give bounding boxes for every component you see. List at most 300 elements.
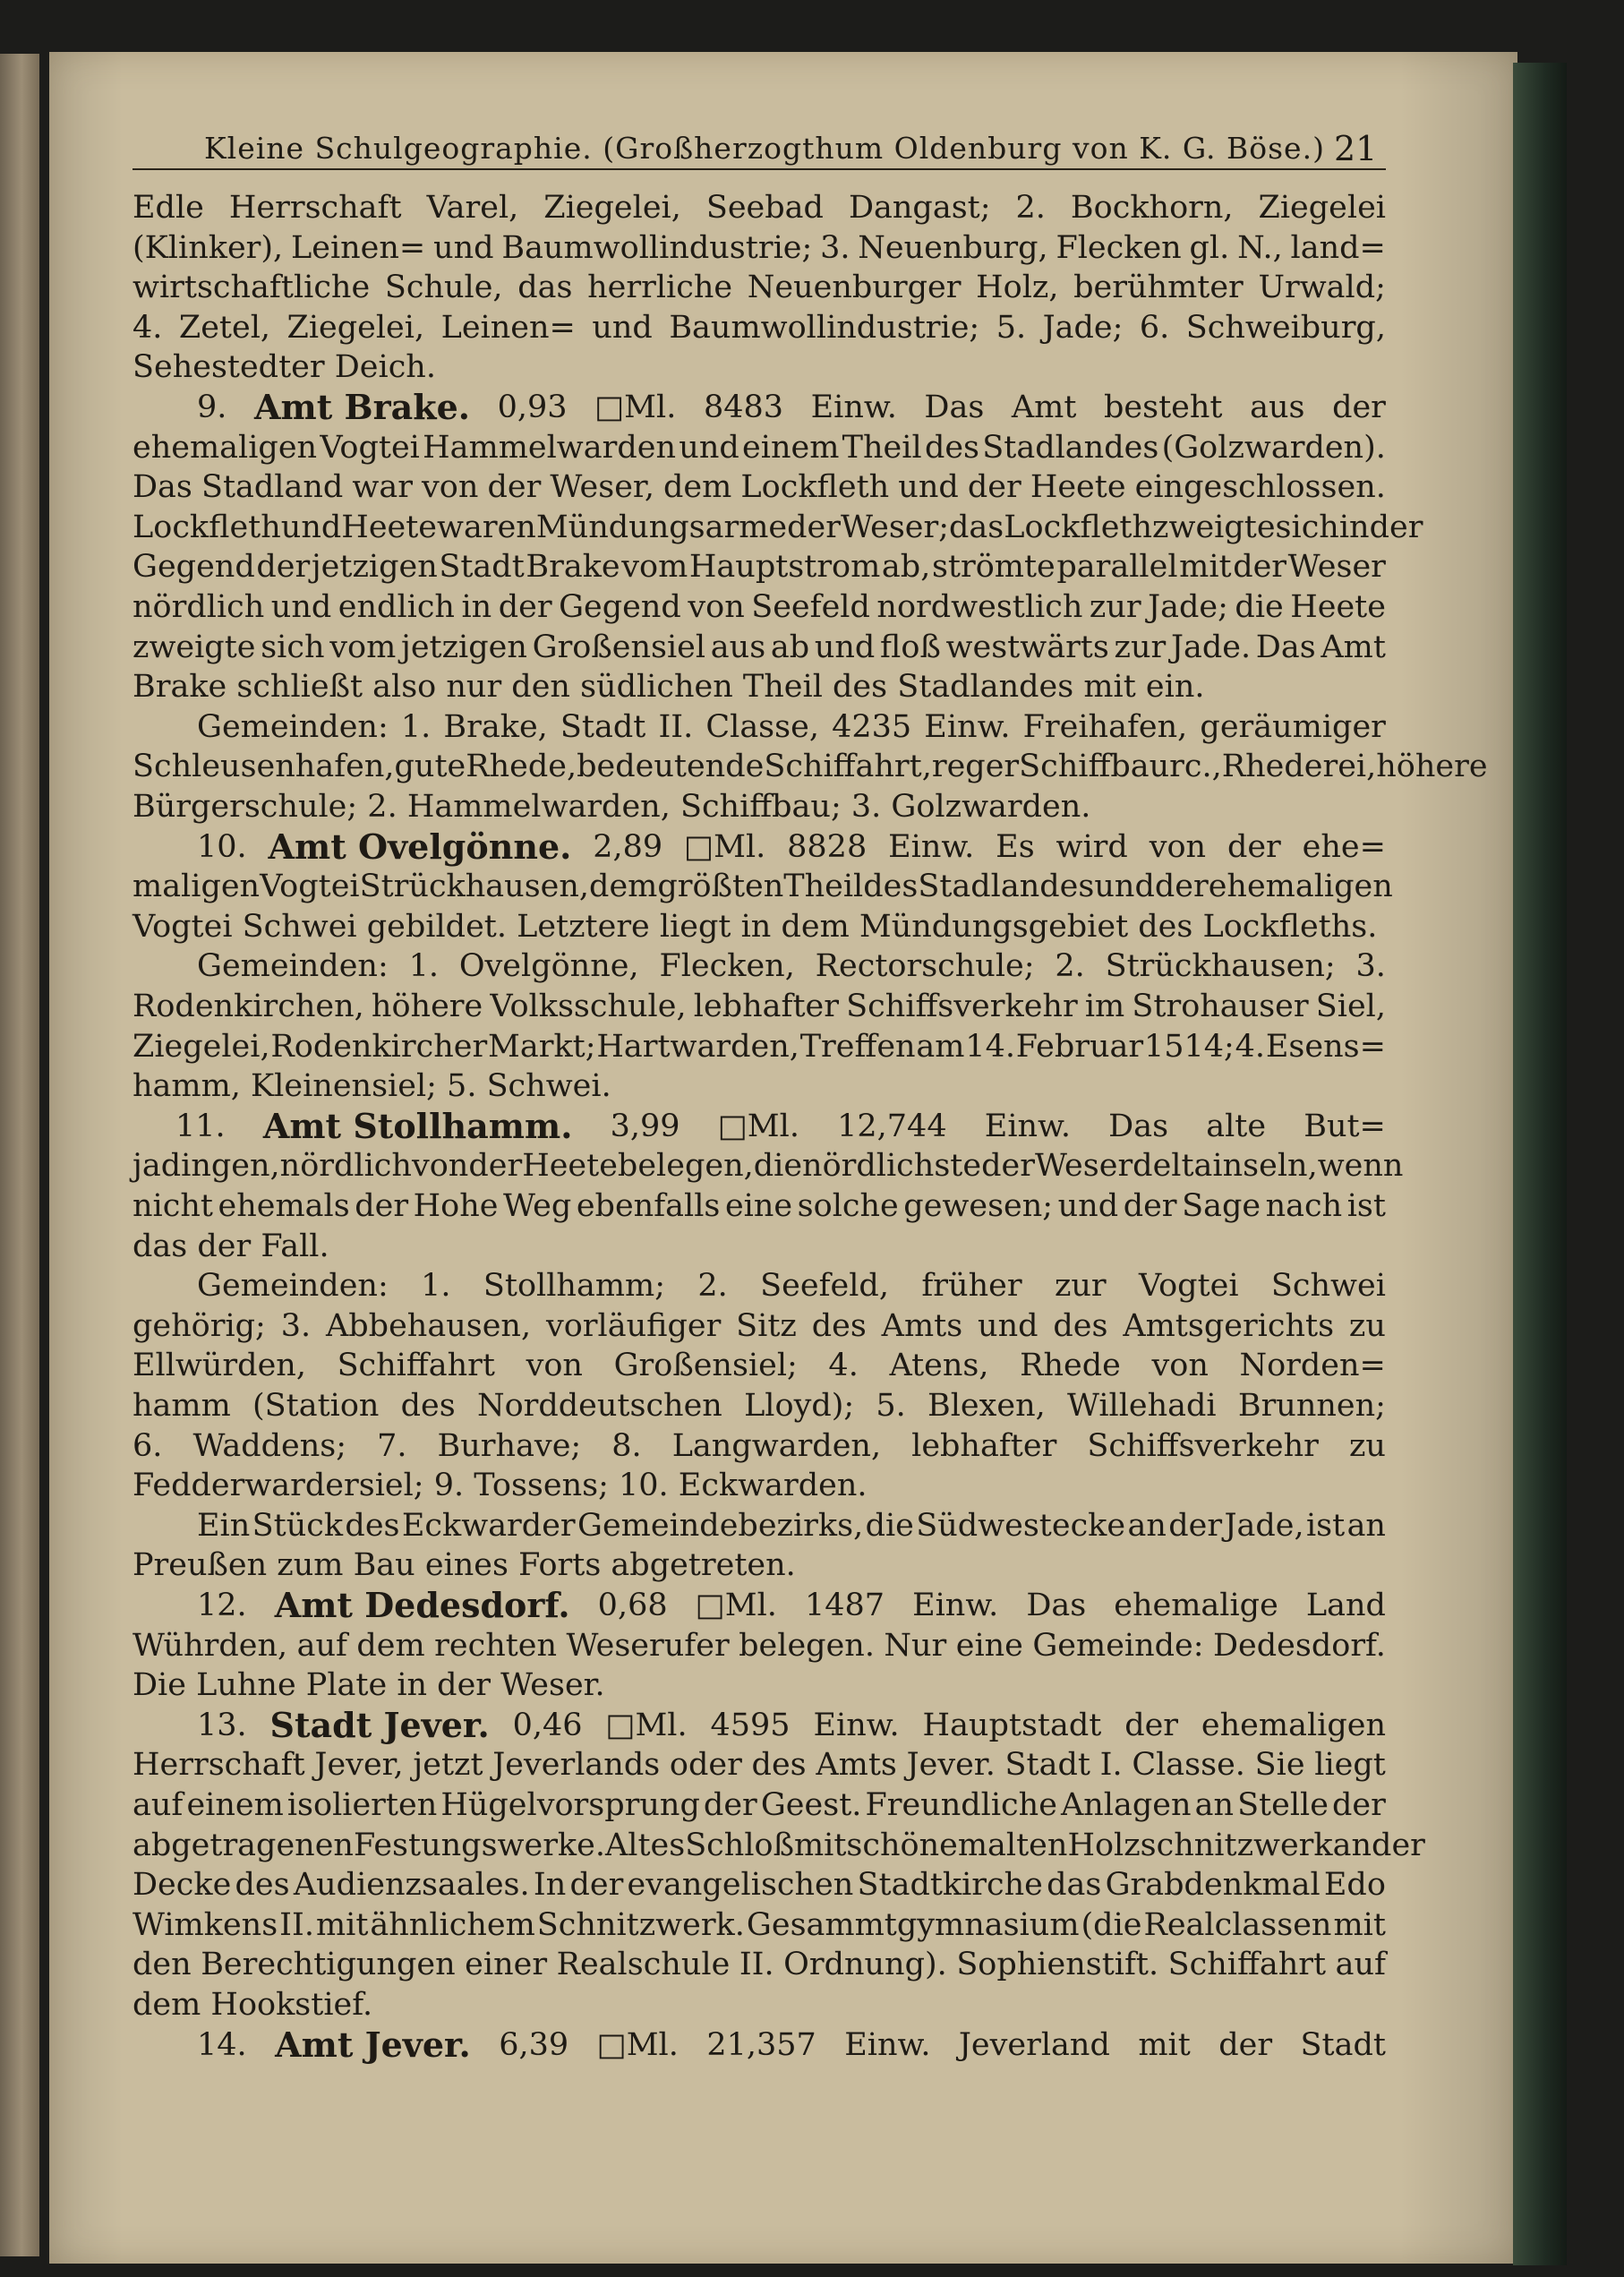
word: Herrschaft xyxy=(228,190,402,226)
word: Rodenkirchen, xyxy=(132,989,364,1024)
word: Seefeld xyxy=(751,589,870,625)
text-line xyxy=(132,667,1386,706)
word: Jever, xyxy=(314,1747,404,1784)
word: Gemeinde: xyxy=(1032,1627,1204,1664)
word: 14. xyxy=(965,1028,1015,1065)
word: Berechtigungen xyxy=(201,1947,456,1983)
word: ähnlichem xyxy=(370,1906,535,1943)
word: Schiffsverkehr xyxy=(1087,1427,1319,1464)
word: Ovelgönne, xyxy=(458,948,639,985)
word: Schwei xyxy=(1270,1268,1386,1305)
word: Lockfleth xyxy=(1004,509,1153,545)
word: nordwestlich xyxy=(876,589,1083,625)
word: Strückhausen; xyxy=(1105,948,1336,985)
word: größten xyxy=(657,869,784,905)
word: Schnitzwerk. xyxy=(536,1906,745,1943)
word: nicht xyxy=(132,1188,213,1224)
word: mit xyxy=(793,1827,847,1863)
word: an xyxy=(1332,1827,1372,1863)
word: von xyxy=(1151,1348,1209,1384)
word: Ein xyxy=(197,1507,251,1544)
word: Vogtei xyxy=(1139,1268,1239,1305)
word: jetzigen xyxy=(400,629,527,665)
word: westwärts xyxy=(945,629,1109,665)
word: wird xyxy=(1056,828,1128,865)
word: mit xyxy=(315,1906,369,1943)
word: gute xyxy=(394,749,466,785)
word: Treffen xyxy=(799,1028,916,1065)
book-page xyxy=(49,52,1517,2264)
text-line xyxy=(132,747,1488,786)
word: Februar xyxy=(1015,1028,1144,1065)
text-line xyxy=(132,428,1386,467)
word: im xyxy=(1084,989,1125,1024)
word: Hauptstadt xyxy=(922,1707,1102,1743)
word: I. xyxy=(1099,1747,1123,1784)
word: und xyxy=(978,1307,1039,1344)
word: von xyxy=(411,1148,469,1185)
word: gewesen; xyxy=(903,1188,1054,1224)
word: Heete xyxy=(1030,469,1126,506)
word: Classe. xyxy=(1132,1747,1245,1784)
word: belegen. xyxy=(739,1627,875,1664)
word: einer xyxy=(465,1947,548,1983)
word: hamm xyxy=(132,1388,231,1424)
word: das xyxy=(1047,1867,1102,1904)
word: jetzt xyxy=(413,1747,483,1784)
word: Südwestecke xyxy=(916,1507,1126,1544)
word: 4235 xyxy=(832,708,912,745)
word: 14. xyxy=(197,2026,247,2063)
word: der xyxy=(1168,1507,1223,1544)
word: (Station xyxy=(252,1388,380,1424)
word: Classe, xyxy=(705,708,819,745)
text-line xyxy=(132,1945,1386,1984)
word: der xyxy=(569,1867,624,1904)
word: zur xyxy=(1054,1268,1107,1305)
word: auf xyxy=(1335,1947,1386,1983)
word: von xyxy=(1149,828,1207,865)
word: □Ml. xyxy=(695,1588,777,1623)
text-line xyxy=(132,1027,1386,1066)
text-line xyxy=(132,188,1386,227)
word: Heete xyxy=(341,509,438,545)
word: Wührden, xyxy=(132,1627,288,1664)
word: belegen, xyxy=(617,1148,754,1185)
word: eine xyxy=(955,1627,1023,1664)
word: nördlich xyxy=(132,589,265,625)
word: Amt xyxy=(1011,389,1077,425)
word: mit xyxy=(1179,549,1232,586)
word: Siel, xyxy=(1315,989,1386,1024)
word: Neuenburger xyxy=(747,270,962,306)
word: Fedderwardersiel; 9. Tossens; 10. Eckwarden. xyxy=(132,1468,868,1504)
text-line xyxy=(132,1626,1386,1665)
word: Großensiel xyxy=(532,629,706,665)
word: der xyxy=(1227,828,1281,865)
word: Willehadi xyxy=(1066,1388,1217,1424)
text-line xyxy=(132,1905,1386,1945)
word: Neuenburg, xyxy=(858,229,1048,266)
word: Vogtei xyxy=(320,429,420,466)
word: der xyxy=(468,1148,523,1185)
word: Flecken xyxy=(1056,229,1182,266)
word: Amt Jever. xyxy=(275,2024,471,2065)
word: und xyxy=(1057,1188,1119,1224)
word: der xyxy=(1332,389,1386,425)
word: Stadlandes xyxy=(982,429,1159,466)
text-line xyxy=(132,268,1386,307)
word: 1487 xyxy=(804,1588,885,1623)
word: □Ml. xyxy=(717,1108,799,1144)
word: isolierten xyxy=(286,1787,438,1823)
word: Stelle xyxy=(1237,1787,1329,1823)
word: Sitz xyxy=(736,1307,797,1344)
word: reger xyxy=(931,749,1020,785)
word: Baumwollindustrie; xyxy=(669,309,980,346)
word: eine xyxy=(724,1188,793,1224)
word: Edle xyxy=(132,190,204,226)
word: von xyxy=(688,589,745,625)
word: endlich xyxy=(338,589,455,625)
word: jadingen, xyxy=(132,1148,280,1185)
word: 5. xyxy=(996,309,1027,346)
text-line xyxy=(132,587,1386,627)
word: Blexen, xyxy=(927,1388,1046,1424)
word: ehemaligen xyxy=(1208,869,1393,905)
word: Schweiburg, xyxy=(1185,309,1386,346)
text-line xyxy=(132,1665,1386,1705)
word: 10. xyxy=(197,828,247,865)
word: alten xyxy=(987,1827,1068,1863)
word: Ziegelei xyxy=(1258,190,1386,226)
word: Weserufer xyxy=(566,1627,730,1664)
word: höhere xyxy=(1376,749,1488,785)
text-line xyxy=(132,787,1386,826)
word: 5. xyxy=(876,1388,906,1424)
word: 0,93 xyxy=(497,389,568,425)
word: aus xyxy=(1250,389,1305,425)
word: 8. xyxy=(611,1427,642,1464)
word: Sophienstift. xyxy=(956,1947,1159,1983)
word: Rectorschule; xyxy=(815,948,1035,985)
word: Freundliche xyxy=(865,1787,1057,1823)
word: in xyxy=(1338,509,1370,545)
word: auf xyxy=(296,1627,347,1664)
text-line xyxy=(132,1346,1386,1385)
word: Stadt xyxy=(560,708,646,745)
word: früher xyxy=(921,1268,1022,1305)
word: Abbehausen, xyxy=(325,1307,532,1344)
word: und xyxy=(270,589,332,625)
word: Jeverlands xyxy=(492,1747,661,1784)
word: Vogtei xyxy=(260,869,360,905)
word: Brake schließt also nur den südlichen Theil des Stadlandes mit ein. xyxy=(132,669,1205,706)
word: □Ml. xyxy=(684,828,766,865)
word: 4. xyxy=(1235,1028,1266,1065)
word: 1. xyxy=(421,1268,451,1305)
word: Jade, xyxy=(1224,1507,1304,1544)
word: Das xyxy=(1026,1588,1087,1623)
word: Heete xyxy=(522,1148,618,1185)
word: ehemals xyxy=(218,1188,350,1224)
word: Stadtkirche xyxy=(857,1867,1043,1904)
word: 2,89 xyxy=(593,828,663,865)
word: Jade; xyxy=(1148,589,1228,625)
word: der xyxy=(487,469,542,506)
word: bedeutende xyxy=(577,749,765,785)
word: des xyxy=(811,1307,867,1344)
word: Heete xyxy=(1290,589,1386,625)
word: Das xyxy=(132,469,192,506)
word: II. xyxy=(739,1947,774,1983)
text-line xyxy=(132,1227,1386,1266)
word: 6,39 xyxy=(499,2026,569,2063)
word: Theil xyxy=(842,429,922,466)
word: hamm, Kleinensiel; 5. Schwei. xyxy=(132,1068,611,1105)
word: vom xyxy=(329,629,397,665)
word: Weg xyxy=(503,1188,572,1224)
text-line xyxy=(132,1785,1386,1825)
word: (die xyxy=(1081,1906,1142,1943)
word: der xyxy=(787,509,841,545)
word: Gegend xyxy=(132,549,255,586)
word: der xyxy=(1332,1787,1386,1823)
word: Strückhausen, xyxy=(359,869,590,905)
word: zweigte xyxy=(1152,509,1276,545)
word: nördlich xyxy=(279,1148,412,1185)
word: Flecken, xyxy=(659,948,795,985)
word: Ellwürden, xyxy=(132,1348,306,1384)
word: 0,46 xyxy=(512,1707,583,1743)
word: einem xyxy=(186,1787,284,1823)
word: Altes xyxy=(604,1827,686,1863)
word: jetzigen xyxy=(311,549,438,586)
word: Schiffbau xyxy=(1019,749,1170,785)
word: Lloyd); xyxy=(744,1388,855,1424)
word: Weserdeltainseln, xyxy=(1034,1148,1318,1185)
word: einem xyxy=(742,429,840,466)
word: am xyxy=(916,1028,965,1065)
word: Festungswerke. xyxy=(353,1827,605,1863)
word: rechten xyxy=(434,1627,558,1664)
word: (Golzwarden). xyxy=(1161,429,1386,466)
word: evangelischen xyxy=(627,1867,854,1904)
text-line xyxy=(132,1985,1386,2024)
word: Amts xyxy=(816,1747,897,1784)
word: 13. xyxy=(197,1707,247,1743)
word: Ziegelei, xyxy=(543,190,681,226)
word: 2. xyxy=(1055,948,1085,985)
word: Das xyxy=(1255,629,1316,665)
word: vorläufiger xyxy=(545,1307,722,1344)
word: des xyxy=(235,1867,290,1904)
word: Großensiel; xyxy=(613,1348,798,1384)
word: ist xyxy=(1305,1507,1346,1544)
word: des xyxy=(1053,1307,1108,1344)
text-line xyxy=(132,628,1386,667)
word: der xyxy=(355,1188,409,1224)
word: zur xyxy=(1114,629,1167,665)
word: 0,68 xyxy=(597,1588,668,1623)
word: geräumiger xyxy=(1200,708,1386,745)
word: Preußen zum Bau eines Forts abgetreten. xyxy=(132,1547,796,1584)
word: Nur xyxy=(884,1627,947,1664)
text-line xyxy=(132,1865,1386,1905)
word: Norddeutschen xyxy=(476,1388,722,1424)
word: Ordnung). xyxy=(783,1947,947,1983)
word: Gegend xyxy=(559,589,681,625)
word: Schloß xyxy=(685,1827,794,1863)
word: In xyxy=(533,1867,567,1904)
word: mit xyxy=(1138,2026,1191,2063)
word: wenn xyxy=(1317,1148,1404,1185)
word: gehörig; xyxy=(132,1307,266,1344)
word: 4. xyxy=(132,309,163,346)
word: Brake xyxy=(526,549,620,586)
word: ehe= xyxy=(1302,828,1386,865)
word: an xyxy=(1194,1787,1235,1823)
word: in xyxy=(461,589,492,625)
word: dem xyxy=(663,469,732,506)
word: nach xyxy=(1265,1188,1343,1224)
word: des xyxy=(751,1747,807,1784)
word: Hohe xyxy=(413,1188,499,1224)
word: Mündungsarme xyxy=(535,509,788,545)
text-line xyxy=(132,1826,1425,1865)
text-line xyxy=(132,1706,1386,1745)
text-line xyxy=(132,1506,1386,1545)
word: N., xyxy=(1237,229,1283,266)
text-line xyxy=(132,467,1386,507)
word: wirtschaftliche xyxy=(132,270,371,306)
word: Weser xyxy=(1287,549,1386,586)
word: Einw. xyxy=(888,828,975,865)
word: Es xyxy=(996,828,1035,865)
word: Schule, xyxy=(384,270,503,306)
word: Holz, xyxy=(976,270,1059,306)
word: von xyxy=(526,1348,583,1384)
word: Hartwarden, xyxy=(596,1028,799,1065)
word: Sage xyxy=(1182,1188,1261,1224)
word: Das xyxy=(1108,1108,1169,1144)
word: 12. xyxy=(197,1588,247,1623)
word: Seefeld, xyxy=(760,1268,889,1305)
word: oder xyxy=(669,1747,742,1784)
word: 1. xyxy=(400,708,432,745)
word: Markt; xyxy=(488,1028,596,1065)
word: Bockhorn, xyxy=(1070,190,1234,226)
word: des xyxy=(345,1507,400,1544)
word: Rhederei, xyxy=(1221,749,1377,785)
word: und xyxy=(814,629,876,665)
word: sich xyxy=(1275,509,1339,545)
word: Gemeinden: xyxy=(197,948,389,985)
word: das der Fall. xyxy=(132,1228,329,1264)
word: Anlagen xyxy=(1060,1787,1192,1823)
word: Gemeindebezirks, xyxy=(577,1507,864,1544)
word: höhere xyxy=(371,989,483,1024)
word: die xyxy=(865,1507,914,1544)
word: 3,99 xyxy=(610,1108,680,1144)
word: Das xyxy=(924,389,985,425)
text-line xyxy=(132,1306,1386,1346)
text-line xyxy=(132,867,1393,906)
word: Lockfleth xyxy=(132,509,281,545)
text-line xyxy=(132,707,1386,747)
text-line xyxy=(132,987,1386,1026)
word: Einw. xyxy=(813,1707,900,1743)
word: 9. xyxy=(197,389,227,425)
word: aus xyxy=(710,629,766,665)
word: ehemalige xyxy=(1114,1588,1278,1623)
word: an xyxy=(1346,1507,1386,1544)
text-line xyxy=(132,347,1386,387)
word: Sehestedter Deich. xyxy=(132,349,436,386)
word: Decke xyxy=(132,1867,232,1904)
word: das xyxy=(949,509,1004,545)
word: Amt xyxy=(1321,629,1386,665)
word: 3. xyxy=(280,1307,312,1344)
word: des xyxy=(924,429,980,466)
word: floß xyxy=(880,629,941,665)
text-line xyxy=(132,1466,1386,1505)
word: Jever. xyxy=(906,1747,996,1784)
word: Einw. xyxy=(924,708,1011,745)
word: der xyxy=(1124,1707,1179,1743)
word: Dangast; xyxy=(848,190,991,226)
word: Hauptstrom xyxy=(688,549,881,586)
word: der xyxy=(703,1787,757,1823)
word: Esens= xyxy=(1265,1028,1386,1065)
word: Weser; xyxy=(840,509,950,545)
text-line xyxy=(132,1745,1386,1785)
word: Brake, xyxy=(443,708,548,745)
word: maligen xyxy=(132,869,261,905)
word: der xyxy=(1372,1827,1425,1863)
word: Atens, xyxy=(889,1348,989,1384)
word: von xyxy=(422,469,479,506)
word: war xyxy=(352,469,413,506)
word: der xyxy=(1233,549,1287,586)
word: Einw. xyxy=(810,389,897,425)
word: und xyxy=(679,429,739,466)
word: liegt xyxy=(1314,1747,1386,1784)
word: Geest. xyxy=(760,1787,862,1823)
word: Schleusenhafen, xyxy=(132,749,395,785)
word: schönem xyxy=(846,1827,988,1863)
word: an xyxy=(1127,1507,1167,1544)
word: Realclassen xyxy=(1143,1906,1332,1943)
word: Ziegelei, xyxy=(286,309,425,346)
word: rc., xyxy=(1169,749,1222,785)
word: Varel, xyxy=(426,190,519,226)
word: □Ml. xyxy=(596,2026,679,2063)
word: Wimkens xyxy=(132,1906,278,1943)
word: Burhave; xyxy=(437,1427,582,1464)
word: Waddens; xyxy=(192,1427,347,1464)
word: lebhafter xyxy=(911,1427,1057,1464)
word: und xyxy=(1094,869,1155,905)
word: Edo xyxy=(1323,1867,1386,1904)
word: Zetel, xyxy=(178,309,271,346)
previous-page-edge xyxy=(0,54,39,2256)
text-line xyxy=(132,547,1386,586)
word: solche xyxy=(797,1188,899,1224)
word: parallel xyxy=(1056,549,1178,586)
word: land= xyxy=(1290,229,1386,266)
word: □Ml. xyxy=(594,389,677,425)
